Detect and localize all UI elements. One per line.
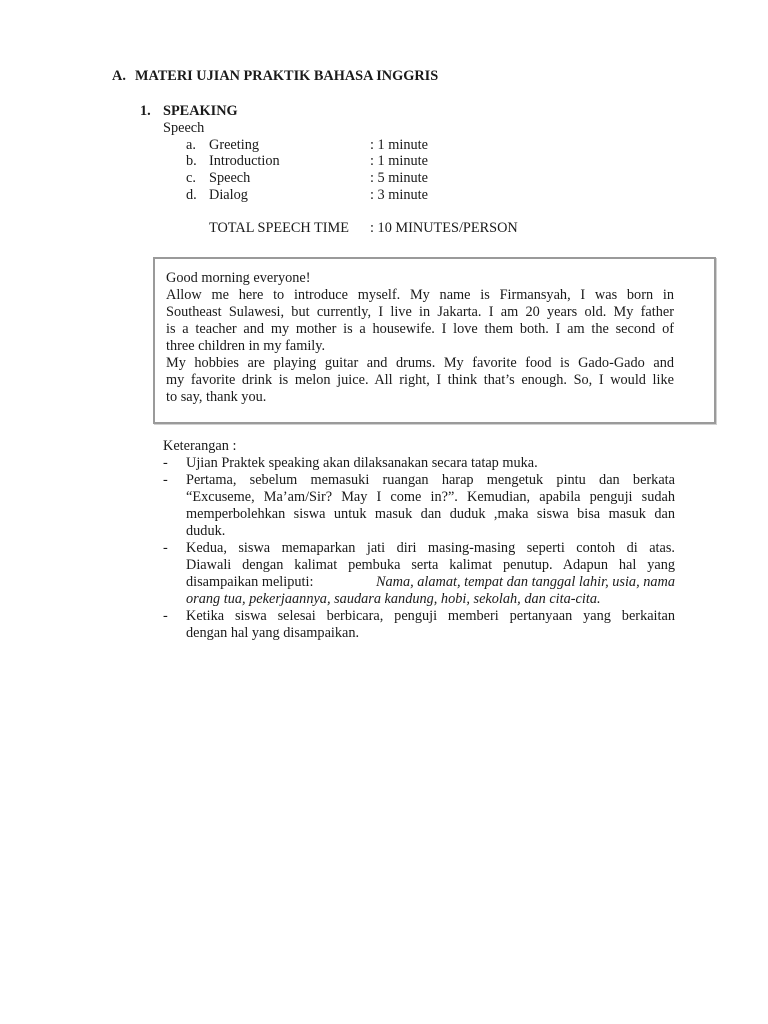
speech-line: Southeast Sulawesi, but currently, I live in Jakarta. I am 20 years old. My father <box>166 304 674 320</box>
total-speech-time-value: : 10 MINUTES/PERSON <box>370 220 518 236</box>
list-item-letter: b. <box>186 153 197 169</box>
note-line: Kedua, siswa memaparkan jati diri masing-masing seperti contoh di atas. <box>186 540 675 556</box>
list-item-letter: d. <box>186 187 197 203</box>
speaking-title: SPEAKING <box>163 103 238 119</box>
speaking-subtitle: Speech <box>163 120 205 136</box>
speech-line: my favorite drink is melon juice. All right, I think that’s enough. So, I would like <box>166 372 674 388</box>
note-line: dengan hal yang disampaikan. <box>186 625 360 641</box>
list-item-name: Dialog <box>209 187 248 203</box>
note-line: memperbolehkan siswa untuk masuk dan duduk ,maka siswa bisa masuk dan <box>186 506 675 522</box>
note-line: “Excuseme, Ma’am/Sir? May I come in?”. Kemudian, apabila penguji sudah <box>186 489 675 505</box>
note-line: Ketika siswa selesai berbicara, penguji memberi pertanyaan yang berkaitan <box>186 608 675 624</box>
speaking-number: 1. <box>140 103 151 119</box>
speech-line: Good morning everyone! <box>166 270 311 286</box>
speech-line: My hobbies are playing guitar and drums. My favorite food is Gado-Gado and <box>166 355 674 371</box>
list-item-name: Greeting <box>209 137 260 153</box>
speech-line: three children in my family. <box>166 338 326 354</box>
list-item-letter: a. <box>186 137 196 153</box>
note-italic-text: orang tua, pekerjaannya, saudara kandung, hobi, sekolah, dan cita-cita. <box>186 591 601 607</box>
list-item-name: Introduction <box>209 153 280 169</box>
note-line: Ujian Praktek speaking akan dilaksanakan secara tatap muka. <box>186 455 538 471</box>
bullet-dash: - <box>163 608 168 624</box>
note-line-mixed <box>186 574 675 591</box>
speech-line: is a teacher and my mother is a housewife. I love them both. I am the second of <box>166 321 674 337</box>
list-item-duration: : 1 minute <box>370 137 428 153</box>
list-item-duration: : 5 minute <box>370 170 428 186</box>
list-item-name: Speech <box>209 170 251 186</box>
total-speech-time-label: TOTAL SPEECH TIME <box>209 220 349 236</box>
speech-line: Allow me here to introduce myself. My name is Firmansyah, I was born in <box>166 287 674 303</box>
note-line: Pertama, sebelum memasuki ruangan harap mengetuk pintu dan berkata <box>186 472 675 488</box>
note-italic-text: Nama, alamat, tempat dan tanggal lahir, usia, nama <box>375 574 675 590</box>
note-text: disampaikan meliputi: <box>186 574 314 590</box>
speech-line: to say, thank you. <box>166 389 267 405</box>
list-item-letter: c. <box>186 170 196 186</box>
note-line: Diawali dengan kalimat pembuka serta kalimat penutup. Adapun hal yang <box>186 557 675 573</box>
bullet-dash: - <box>163 455 168 471</box>
note-line: duduk. <box>186 523 226 539</box>
section-title: MATERI UJIAN PRAKTIK BAHASA INGGRIS <box>135 68 439 84</box>
list-item-duration: : 1 minute <box>370 153 428 169</box>
section-letter: A. <box>112 68 126 84</box>
bullet-dash: - <box>163 540 168 556</box>
note-line <box>186 591 601 608</box>
notes-heading: Keterangan : <box>163 438 237 454</box>
bullet-dash: - <box>163 472 168 488</box>
list-item-duration: : 3 minute <box>370 187 428 203</box>
